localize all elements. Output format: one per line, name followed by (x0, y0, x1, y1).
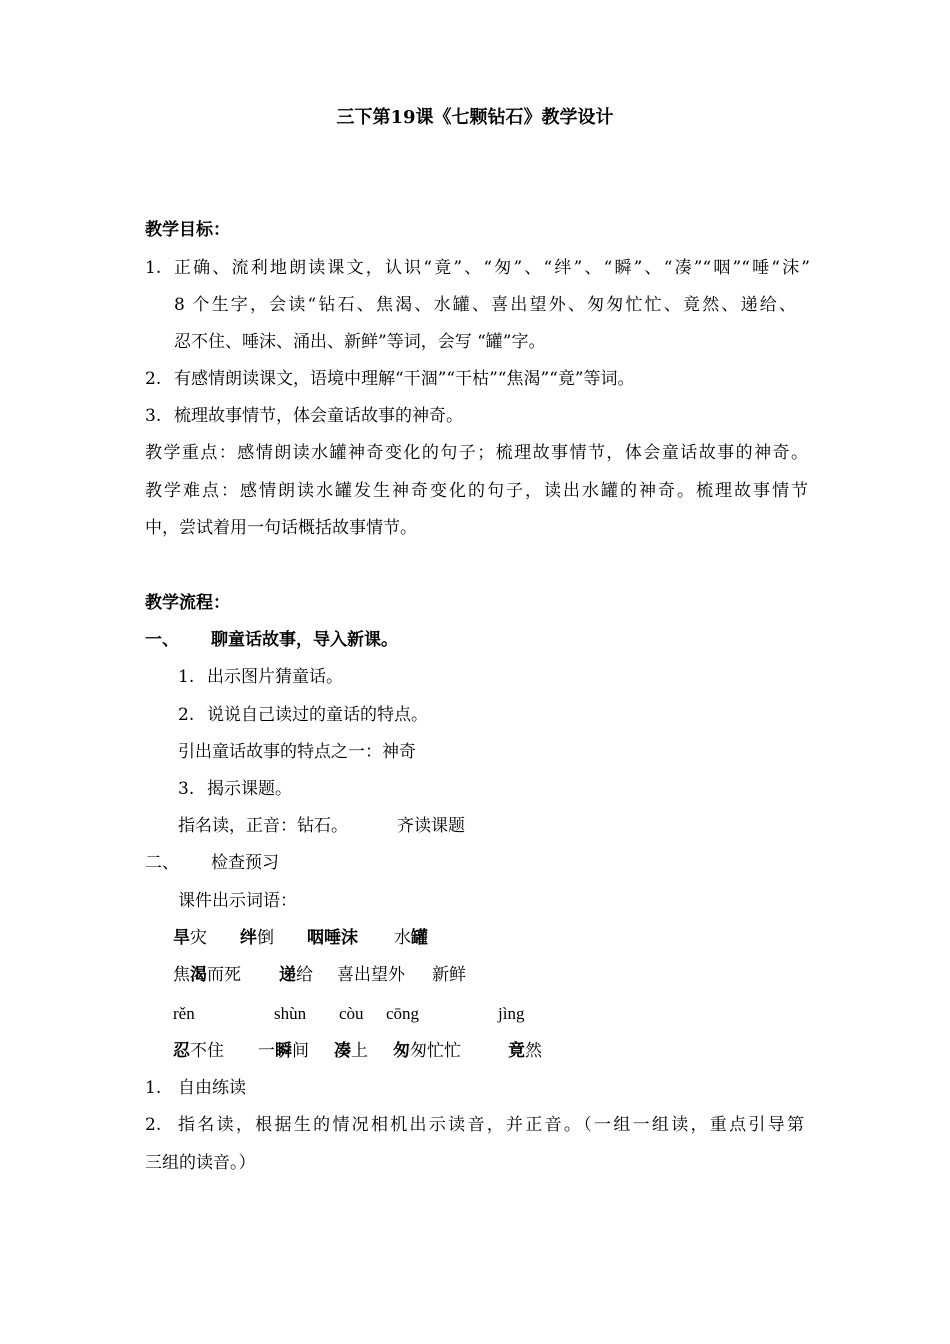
section-1-title: 聊童话故事，导入新课。 (211, 630, 398, 650)
pinyin-2: shùn (274, 1004, 307, 1023)
word-8: 新鲜 (432, 965, 466, 985)
pinyin-1: rěn (173, 1004, 195, 1023)
word-9: 忍不住 (173, 1041, 224, 1061)
word-6: 递给 (279, 965, 313, 985)
section-2-number: 二、 (145, 853, 179, 873)
activity-2-number: 2. (145, 1115, 162, 1135)
goal-1-line-1: 正确、流利地朗读课文，认识“竟”、“匆”、“绊”、“瞬”、“凑”“咽”“唾“沫” (174, 258, 810, 278)
word-4: 水罐 (394, 928, 428, 948)
word-13: 竟然 (508, 1041, 542, 1061)
read-line-b: 齐读课题 (397, 816, 465, 836)
word-5: 焦渴而死 (173, 965, 241, 985)
document-title: 三下第19课《七颗钻石》教学设计 (336, 107, 614, 128)
goal-1-number: 1. (145, 258, 162, 278)
word-2: 绊倒 (240, 928, 274, 948)
step-1-number: 1. (178, 667, 195, 687)
activity-2-line-2: 三组的读音。） (145, 1153, 256, 1173)
word-3: 咽唾沫 (307, 928, 358, 948)
step-2-number: 2. (178, 705, 195, 725)
section-1-number: 一、 (145, 630, 179, 650)
section-2-title: 检查预习 (211, 853, 279, 873)
process-heading: 教学流程： (145, 593, 230, 613)
read-line-a: 指名读，正音：钻石。 (178, 816, 348, 836)
goal-2-text: 有感情朗读课文，语境中理解“干涸”“干枯”“焦渴”“竟”等词。 (174, 369, 635, 389)
courseware-intro: 课件出示词语： (178, 891, 297, 911)
goal-1-line-3: 忍不住、唾沫、涌出、新鲜”等词，会写 “罐”字。 (174, 332, 546, 352)
step-1-text: 出示图片猜童话。 (207, 667, 343, 687)
pinyin-4: cōng (386, 1004, 420, 1023)
word-11: 凑上 (334, 1041, 368, 1061)
pinyin-3: còu (339, 1004, 364, 1023)
step-3-text: 揭示课题。 (207, 779, 292, 799)
word-10: 一瞬间 (258, 1041, 309, 1061)
goal-3-text: 梳理故事情节，体会童话故事的神奇。 (174, 406, 463, 426)
key-point: 教学重点：感情朗读水罐神奇变化的句子；梳理故事情节，体会童话故事的神奇。 (145, 443, 808, 463)
word-12: 匆匆忙忙 (393, 1041, 461, 1061)
word-1: 旱灾 (173, 928, 207, 948)
goal-2-number: 2. (145, 369, 162, 389)
pinyin-5: jìng (498, 1004, 525, 1023)
step-3-number: 3. (178, 779, 195, 799)
activity-1-text: 自由练读 (178, 1078, 246, 1098)
goals-heading: 教学目标： (145, 220, 230, 240)
difficulty-line-2: 中，尝试着用一句话概括故事情节。 (145, 518, 417, 538)
feature-note: 引出童话故事的特点之一：神奇 (178, 742, 416, 762)
activity-1-number: 1. (145, 1078, 162, 1098)
step-2-text: 说说自己读过的童话的特点。 (207, 705, 428, 725)
word-7: 喜出望外 (337, 965, 405, 985)
activity-2-line-1: 指名读，根据生的情况相机出示读音，并正音。（一组一组读，重点引导第 (178, 1115, 804, 1135)
difficulty-line-1: 教学难点：感情朗读水罐发生神奇变化的句子，读出水罐的神奇。梳理故事情节 (145, 481, 808, 501)
goal-1-line-2: 8 个生字，会读“钻石、焦渴、水罐、喜出望外、匆匆忙忙、竟然、递给、 (174, 295, 796, 315)
goal-3-number: 3. (145, 406, 162, 426)
